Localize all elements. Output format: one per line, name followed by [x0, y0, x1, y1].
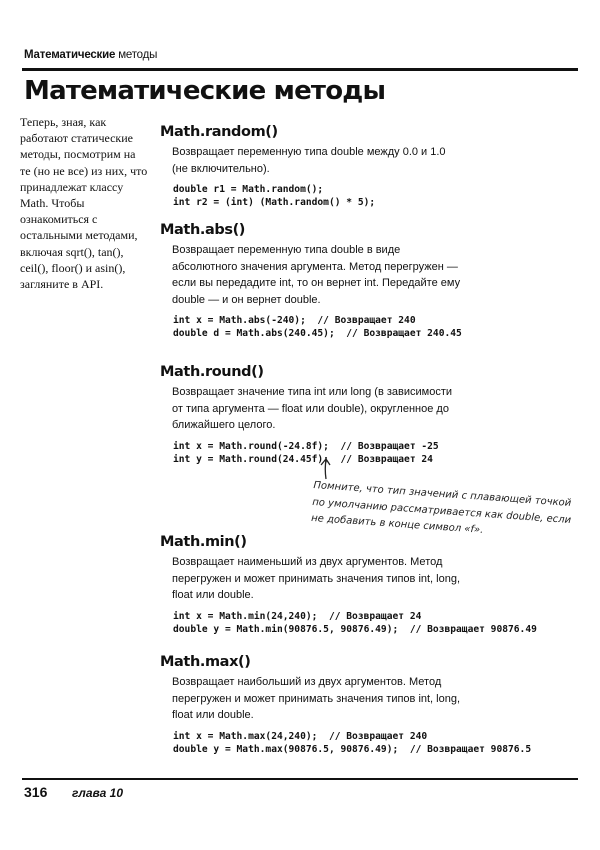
running-head	[24, 49, 157, 61]
code-block	[173, 440, 590, 466]
code-line: int x = Math.min(24,240); // Возвращает 24	[173, 610, 422, 622]
code-line: int x = Math.round(-24.8f); // Возвращает -25	[173, 440, 439, 452]
method-description: Возвращает наибольший из двух аргументов. Метод перегружен и может принимать значения типов int, long, float или double.	[172, 676, 461, 721]
chapter-label: глава 10	[72, 786, 123, 800]
code-block	[173, 730, 590, 756]
method-section-min	[160, 534, 590, 636]
code-line: int x = Math.max(24,240); // Возвращает 240	[173, 730, 428, 742]
code-block	[173, 610, 590, 636]
arrow-up-icon	[316, 458, 336, 480]
method-title: Math.round()	[160, 364, 264, 380]
running-head-bold: Математические	[24, 49, 116, 61]
page-title: Математические методы	[24, 76, 386, 106]
method-description: Возвращает наименьший из двух аргументов. Метод перегружен и может принимать значения типов int, long, float или double.	[172, 556, 461, 601]
code-line: int x = Math.abs(-240); // Возвращает 240	[173, 315, 416, 326]
code-line: double y = Math.min(90876.5, 90876.49); // Возвращает 90876.49	[173, 623, 537, 635]
method-title: Math.min()	[160, 534, 247, 550]
method-title: Math.max()	[160, 654, 251, 670]
code-block	[173, 183, 590, 209]
code-line: int y = Math.round(24.45f); // Возвращает 24	[173, 453, 433, 465]
method-title: Math.random()	[160, 124, 278, 140]
code-line: double y = Math.max(90876.5, 90876.49); // Возвращает 90876.5	[173, 743, 532, 755]
sidebar-note: Теперь, зная, как работают статические методы, посмотрим на те (но не все) из них, что принадлежат классу Math. Чтобы ознакомиться с остальными методами, включая sqrt(), tan(), ceil(), floor() и asin(), загляните в API.	[20, 115, 148, 292]
handwritten-annotation: Помните, что тип значений с плавающей точкой по умолчанию рассматривается как double, если не добавить в конце символ «f».	[310, 479, 572, 536]
method-description: Возвращает переменную типа double между 0.0 и 1.0 (не включительно).	[172, 146, 446, 175]
code-line: int r2 = (int) (Math.random() * 5);	[173, 197, 376, 208]
code-line: double d = Math.abs(240.45); // Возвращает 240.45	[173, 328, 462, 339]
method-description: Возвращает значение типа int или long (в зависимости от типа аргумента — float или double), округленное до ближайшего целого.	[172, 386, 453, 431]
footer-rule	[22, 778, 578, 780]
method-title: Math.abs()	[160, 222, 246, 238]
method-section-random	[160, 124, 590, 209]
method-section-round	[160, 364, 590, 466]
header-rule	[22, 68, 578, 71]
method-section-abs	[160, 222, 590, 340]
method-description: Возвращает переменную типа double в виде абсолютного значения аргумента. Метод перегружен — если вы передадите int, то он вернет int. Передайте ему double — и он вернет double.	[172, 244, 461, 306]
page-number: 316	[24, 784, 48, 800]
running-head-light: методы	[118, 49, 158, 61]
method-section-max	[160, 654, 590, 756]
code-line: double r1 = Math.random();	[173, 184, 324, 195]
code-block	[173, 314, 590, 340]
